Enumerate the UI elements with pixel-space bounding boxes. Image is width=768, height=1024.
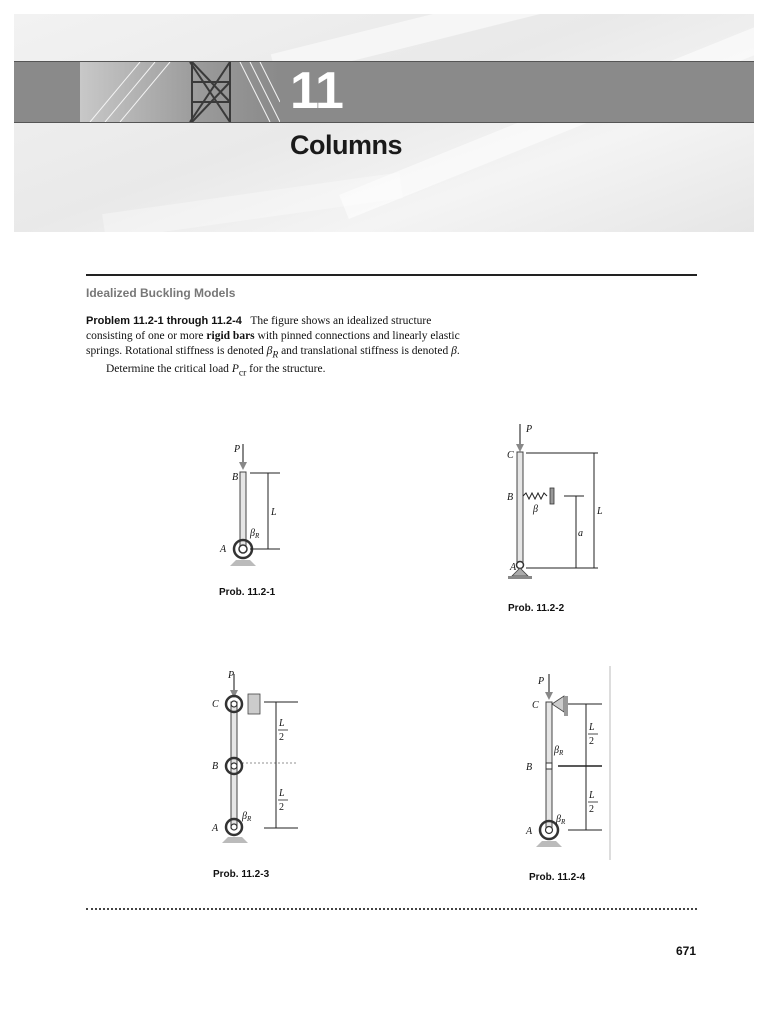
label-beta-r-lower: $\beta_R$ <box>556 814 566 826</box>
label-a: A <box>510 562 517 573</box>
label-l: L <box>597 506 603 517</box>
problem-number: Problem 11.2-1 through 11.2-4 <box>86 315 242 327</box>
label-l-lower: L <box>589 790 595 801</box>
support-ground <box>508 576 532 579</box>
caption-11-2-3: Prob. 11.2-3 <box>213 869 270 880</box>
bridge-photo <box>80 62 280 122</box>
section-rule <box>86 274 697 276</box>
label-beta: β <box>533 504 538 515</box>
problem-text-4: . <box>456 345 460 357</box>
label-2-lower: 2 <box>279 802 284 813</box>
spring-wall <box>550 488 554 504</box>
rigid-bar <box>517 452 523 566</box>
label-b: B <box>232 472 239 483</box>
label-l-upper: L <box>589 722 595 733</box>
bridge-truss-image <box>80 62 280 122</box>
chapter-band <box>14 61 754 123</box>
caption-11-2-1: Prob. 11.2-1 <box>219 587 276 598</box>
footer-rule <box>86 908 697 910</box>
label-l-lower: L <box>279 788 285 799</box>
pin-a <box>231 824 237 830</box>
pcr-subscript: cr <box>238 367 247 379</box>
label-a: A <box>212 823 219 834</box>
label-p: P <box>526 424 533 435</box>
label-c: C <box>212 699 219 710</box>
problem-task-a: Determine the critical load <box>106 363 229 376</box>
label-a: A <box>220 544 227 555</box>
label-c: C <box>532 700 539 711</box>
roller-guide <box>552 696 564 712</box>
pin-b <box>546 763 552 769</box>
label-b: B <box>212 761 219 772</box>
pin-a <box>546 827 553 834</box>
problem-bold-term: rigid bars <box>206 330 255 342</box>
label-2-lower: 2 <box>589 804 594 815</box>
problem-statement <box>86 314 466 381</box>
label-c: C <box>507 450 514 461</box>
label-p: P <box>228 670 235 681</box>
figure-11-2-1 <box>200 436 320 566</box>
label-p: P <box>538 676 545 687</box>
banner-streak <box>102 172 403 232</box>
rigid-bar <box>240 472 246 550</box>
figure-11-2-3 <box>200 664 310 854</box>
caption-11-2-4: Prob. 11.2-4 <box>529 872 586 883</box>
pcr-symbol: P <box>231 363 239 376</box>
label-b: B <box>507 492 514 503</box>
beta-symbol: β <box>451 345 457 357</box>
beta-r-subscript: R <box>272 349 279 361</box>
translational-spring <box>523 493 547 499</box>
figure-11-2-2 <box>498 420 618 585</box>
roller-guide <box>248 694 260 714</box>
label-beta-r: $\beta_R$ <box>250 528 260 540</box>
chapter-banner <box>14 14 754 232</box>
support-base <box>536 841 562 847</box>
label-p: P <box>234 444 241 455</box>
label-l-upper: L <box>279 718 285 729</box>
label-2-upper: 2 <box>589 736 594 747</box>
figure-11-2-4 <box>516 664 626 864</box>
chapter-title: Columns <box>290 130 403 160</box>
label-beta-r: $\beta_R$ <box>242 811 252 823</box>
problem-task-b: for the structure. <box>249 363 326 376</box>
load-arrowhead <box>516 444 524 452</box>
label-b: B <box>526 762 533 773</box>
page-number: 671 <box>676 944 697 958</box>
label-2-upper: 2 <box>279 732 284 743</box>
label-l: L <box>271 507 277 518</box>
support-base <box>230 560 256 566</box>
label-a-dim: a <box>578 528 583 539</box>
guide-wall <box>564 696 568 716</box>
label-a: A <box>526 826 533 837</box>
problem-text-2: with pinned connections and linearly elastic springs. Rotational stiffness is denoted <box>86 330 460 357</box>
support-base <box>222 837 248 843</box>
load-arrowhead <box>545 692 553 700</box>
problem-text-3: and translational stiffness is denoted <box>281 345 449 357</box>
section-heading: Idealized Buckling Models <box>86 286 236 300</box>
pin-a <box>239 545 247 553</box>
label-beta-r-upper: $\beta_R$ <box>554 745 564 757</box>
pin-c <box>231 701 237 707</box>
chapter-number: 11 <box>290 62 343 120</box>
caption-11-2-2: Prob. 11.2-2 <box>508 603 565 614</box>
load-arrowhead <box>239 462 247 470</box>
beta-r-symbol: β <box>266 345 273 357</box>
problem-task <box>86 362 466 380</box>
problem-text-1: The figure shows an idealized structure consisting of one or more <box>86 315 432 342</box>
pin-b <box>231 763 237 769</box>
